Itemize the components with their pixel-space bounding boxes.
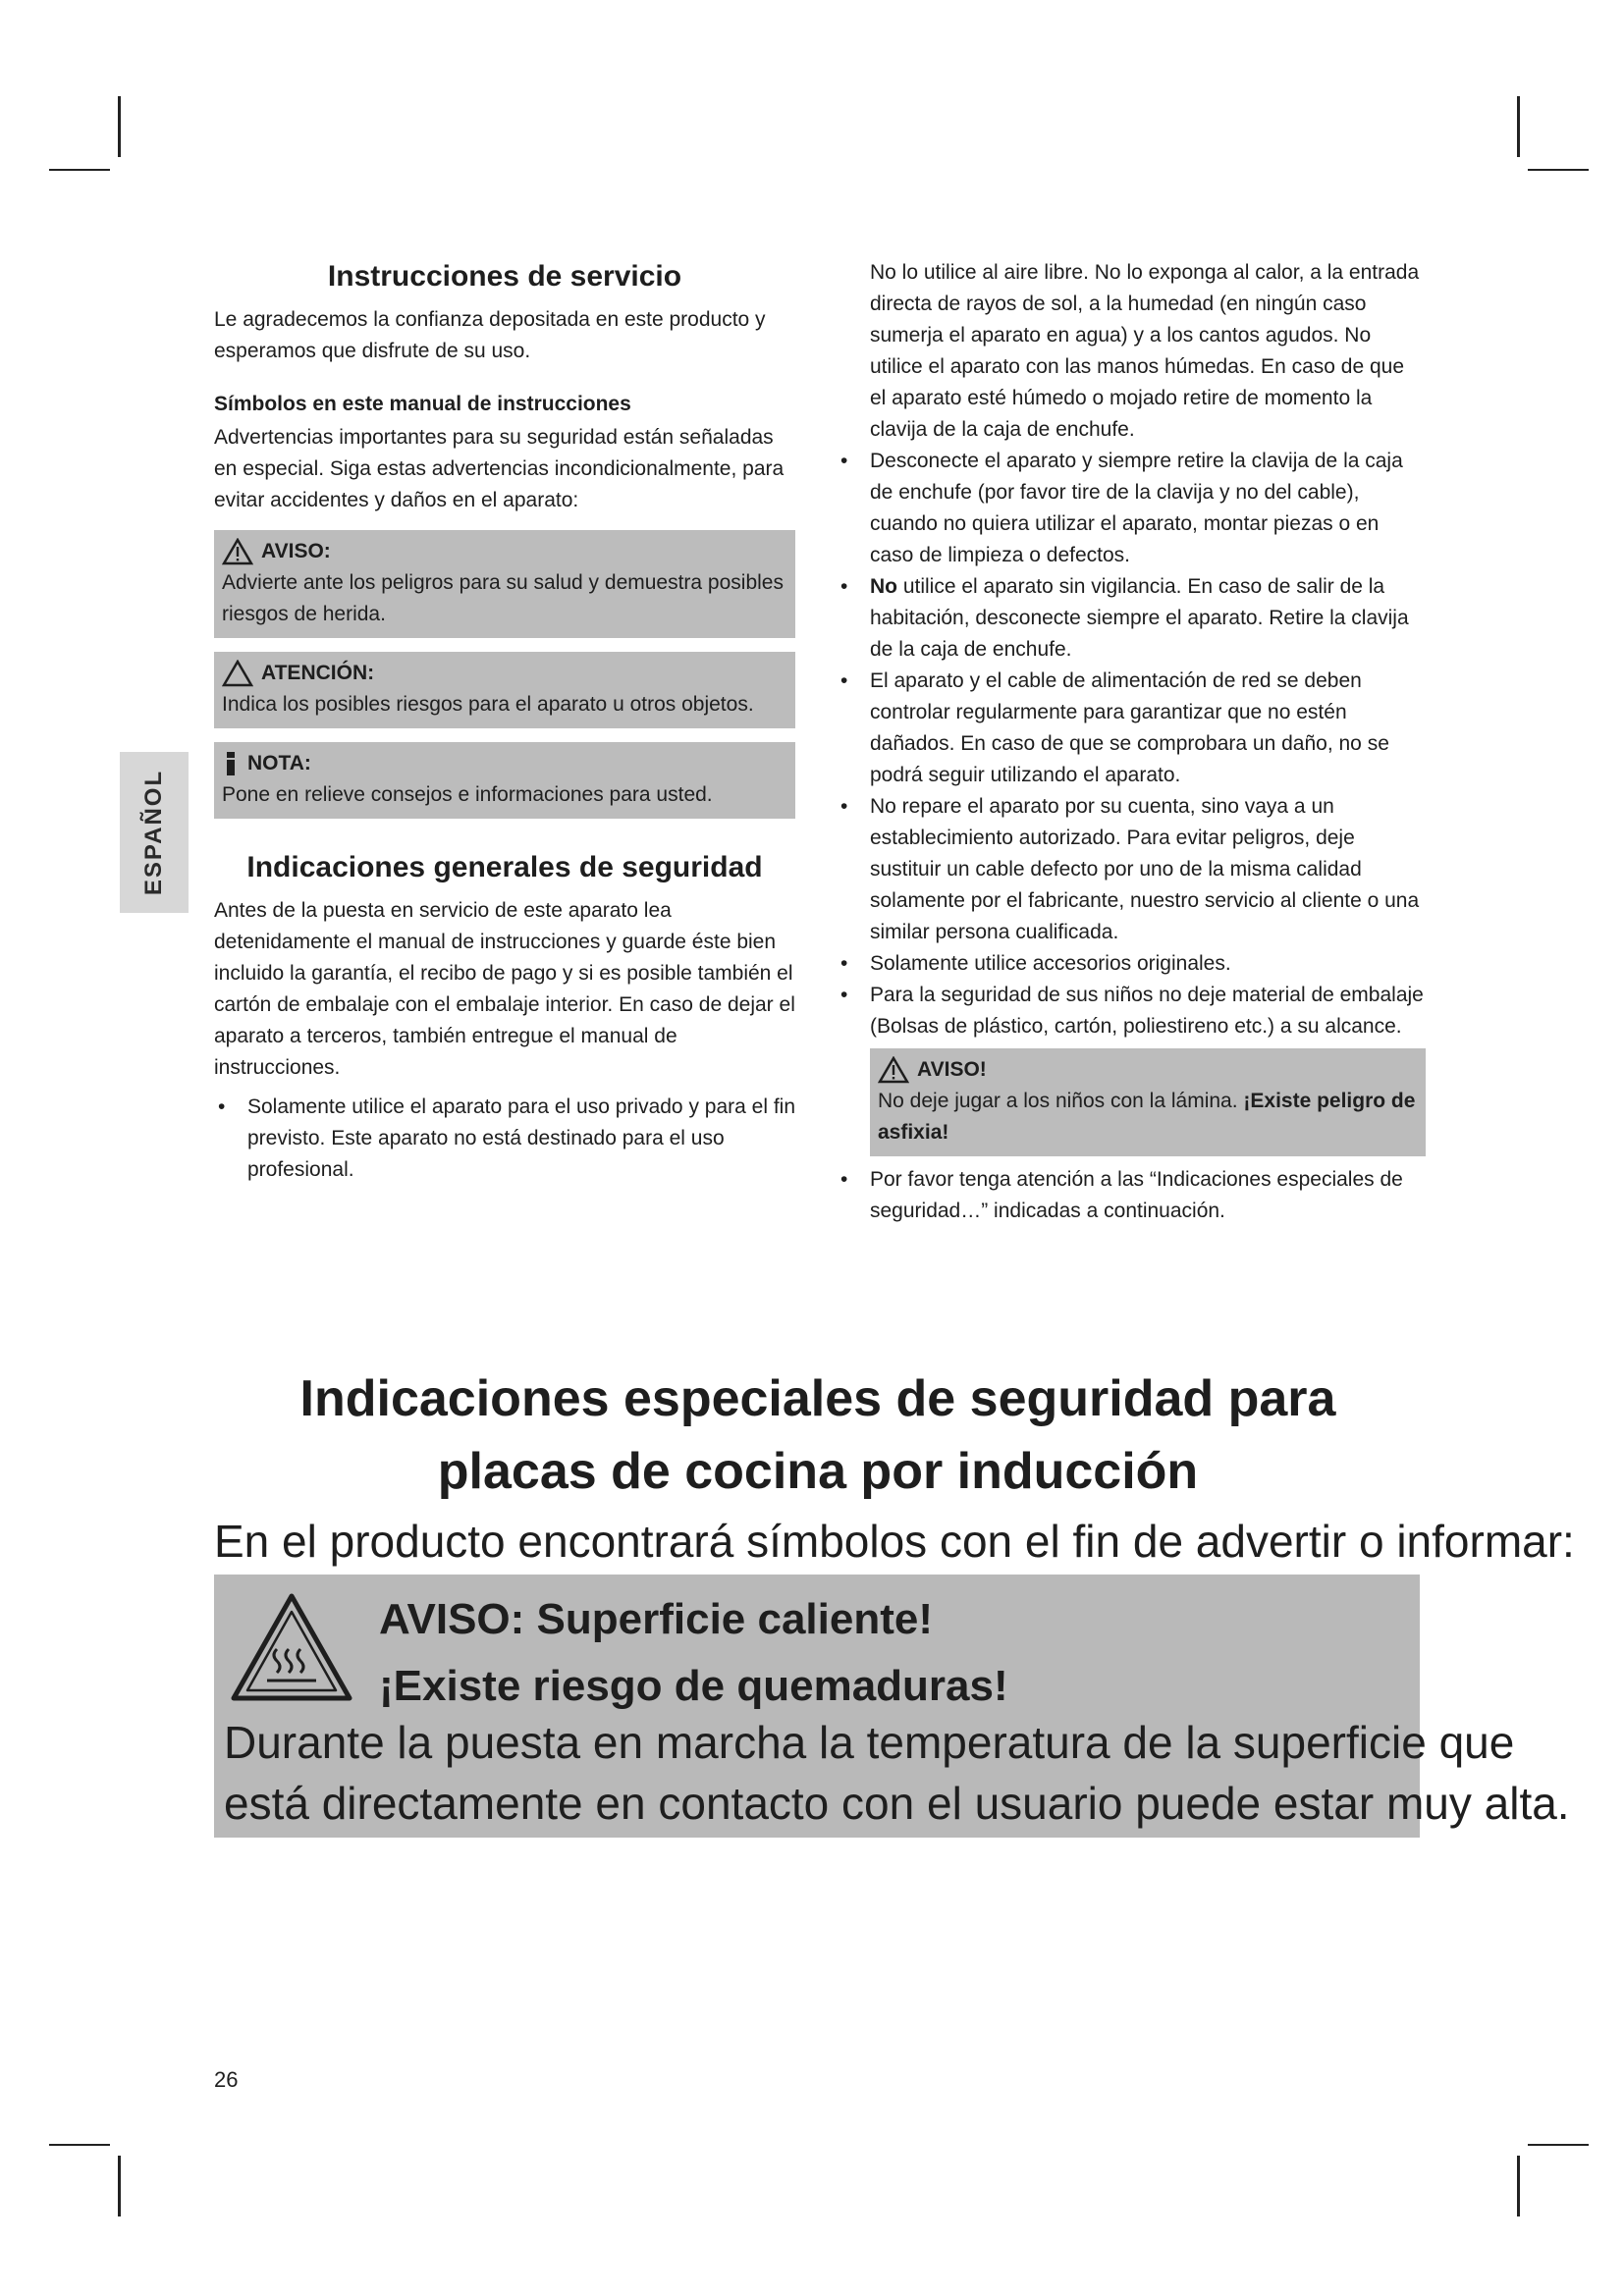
list-item — [837, 571, 1426, 666]
list-item: • Para la seguridad de sus niños no deje material de embalaje (Bolsas de plástico, cartón, poliestireno etc.) a su alcance. — [837, 980, 1426, 1042]
page-number: 26 — [214, 2067, 239, 2092]
hot-surface-text-line-1: Durante la puesta en marcha la temperatura de la superficie que — [224, 1717, 1515, 1768]
nota-box — [214, 742, 795, 819]
aviso-text: Advierte ante los peligros para su salud y demuestra posibles riesgos de herida. — [222, 571, 784, 625]
hot-surface-icon — [228, 1590, 355, 1706]
crop-mark — [118, 96, 121, 157]
atencion-label: ATENCIÓN: — [261, 662, 375, 684]
crop-mark — [49, 2144, 110, 2146]
info-icon — [222, 750, 240, 777]
atencion-box-title — [222, 658, 787, 689]
aviso-children-title — [878, 1054, 1418, 1086]
intro-paragraph: Le agradecemos la confianza depositada en este producto y esperamos que disfrute de su uso. — [214, 308, 766, 362]
crop-mark — [1517, 96, 1520, 157]
aviso-children-plain: No deje jugar a los niños con la lámina. — [878, 1090, 1244, 1112]
hot-surface-warning-box — [214, 1575, 1570, 1838]
crop-mark — [1528, 2144, 1589, 2146]
aviso-box-title — [222, 536, 787, 567]
hot-surface-warning-line-2: ¡Existe riesgo de quemaduras! — [379, 1662, 1008, 1710]
symbols-intro: Advertencias importantes para su seguridad están señaladas en especial. Siga estas advertencias incondicionalmente, para evitar accidentes y daños en el aparato: — [214, 426, 785, 511]
atencion-text: Indica los posibles riesgos para el aparato u otros objetos. — [222, 693, 754, 716]
nota-box-title — [222, 748, 787, 779]
special-safety-title — [214, 1362, 1422, 1508]
section-title-general-safety: Indicaciones generales de seguridad — [246, 851, 763, 883]
crop-mark — [49, 169, 110, 171]
hot-surface-warning-text — [224, 1712, 1570, 1834]
list-item: • No repare el aparato por su cuenta, sino vaya a un establecimiento autorizado. Para evitar peligros, deje sustituir un cable defecto por uno de la misma calidad solamente por el fabricante, nuestro servicio al cliente o una similar persona cualificada. — [837, 791, 1426, 948]
right-column — [837, 257, 1426, 1227]
section-title-instructions: Instrucciones de servicio — [327, 260, 682, 293]
warning-triangle-icon — [878, 1056, 909, 1084]
symbols-heading: Símbolos en este manual de instrucciones — [214, 393, 631, 415]
special-title-line-1: Indicaciones especiales de seguridad para — [299, 1370, 1336, 1427]
list-item: • Por favor tenga atención a las “Indicaciones especiales de seguridad…” indicadas a continuación. — [837, 1164, 1426, 1227]
nota-text: Pone en relieve consejos e informaciones para usted. — [222, 783, 713, 806]
hot-surface-warning-heading — [379, 1586, 1008, 1720]
hot-surface-warning-line-1: AVISO: Superficie caliente! — [379, 1595, 934, 1643]
hot-surface-text-line-2: está directamente en contacto con el usuario puede estar muy alta. — [224, 1778, 1570, 1829]
list-item: • Solamente utilice accesorios originales. — [837, 948, 1426, 980]
aviso-children-text — [878, 1086, 1418, 1148]
general-safety-paragraph: Antes de la puesta en servicio de este aparato lea detenidamente el manual de instrucciones y guarde éste bien incluido la garantía, el recibo de pago y si es posible también el cartón de embalaje con el embalaje interior. En caso de dejar el aparato a terceros, también entregue el manual de instrucciones. — [214, 899, 795, 1079]
crop-mark — [118, 2156, 121, 2216]
left-bullet-list — [214, 1092, 795, 1186]
aviso-children-bold: ¡Existe peligro de asfixia! — [878, 1090, 1416, 1144]
atencion-box — [214, 652, 795, 728]
aviso-children-box — [870, 1048, 1426, 1156]
nota-label: NOTA: — [247, 752, 311, 774]
list-item: • Solamente utilice el aparato para el uso privado y para el fin previsto. Este aparato no está destinado para el uso profesional. — [214, 1092, 795, 1186]
special-title-line-2: placas de cocina por inducción — [437, 1443, 1199, 1500]
bold-no: No — [870, 575, 897, 598]
list-item: • Desconecte el aparato y siempre retire la clavija de la caja de enchufe (por favor tire de la clavija y no del cable), cuando no quiera utilizar el aparato, montar piezas o en caso de limpieza o defectos. — [837, 446, 1426, 571]
language-tab — [120, 752, 189, 913]
list-item-text: utilice el aparato sin vigilancia. En caso de salir de la habitación, desconecte siempre el aparato. Retire la clavija de la caja de enchufe. — [870, 575, 1409, 661]
special-intro: En el producto encontrará símbolos con el fin de advertir o informar: — [214, 1516, 1575, 1567]
warning-triangle-icon — [222, 538, 253, 565]
language-tab-label: ESPAÑOL — [140, 769, 167, 896]
continued-paragraph: No lo utilice al aire libre. No lo exponga al calor, a la entrada directa de rayos de sol, a la humedad (en ningún caso sumerja el aparato en agua) y a los cantos agudos. No utilice el aparato con las manos húmedas. En caso de que el aparato esté húmedo o mojado retire de momento la clavija de la caja de enchufe. — [870, 261, 1420, 441]
right-bullet-list-end — [837, 1164, 1426, 1227]
right-bullet-list — [837, 446, 1426, 1042]
aviso-label: AVISO: — [261, 540, 331, 562]
crop-mark — [1517, 2156, 1520, 2216]
list-item: • El aparato y el cable de alimentación de red se deben controlar regularmente para garantizar que no estén dañados. En caso de que se comprobara un daño, no se podrá seguir utilizando el aparato. — [837, 666, 1426, 791]
crop-mark — [1528, 169, 1589, 171]
aviso-children-label: AVISO! — [917, 1058, 987, 1081]
warning-triangle-icon — [222, 660, 253, 687]
aviso-box — [214, 530, 795, 638]
left-column — [214, 257, 795, 1186]
